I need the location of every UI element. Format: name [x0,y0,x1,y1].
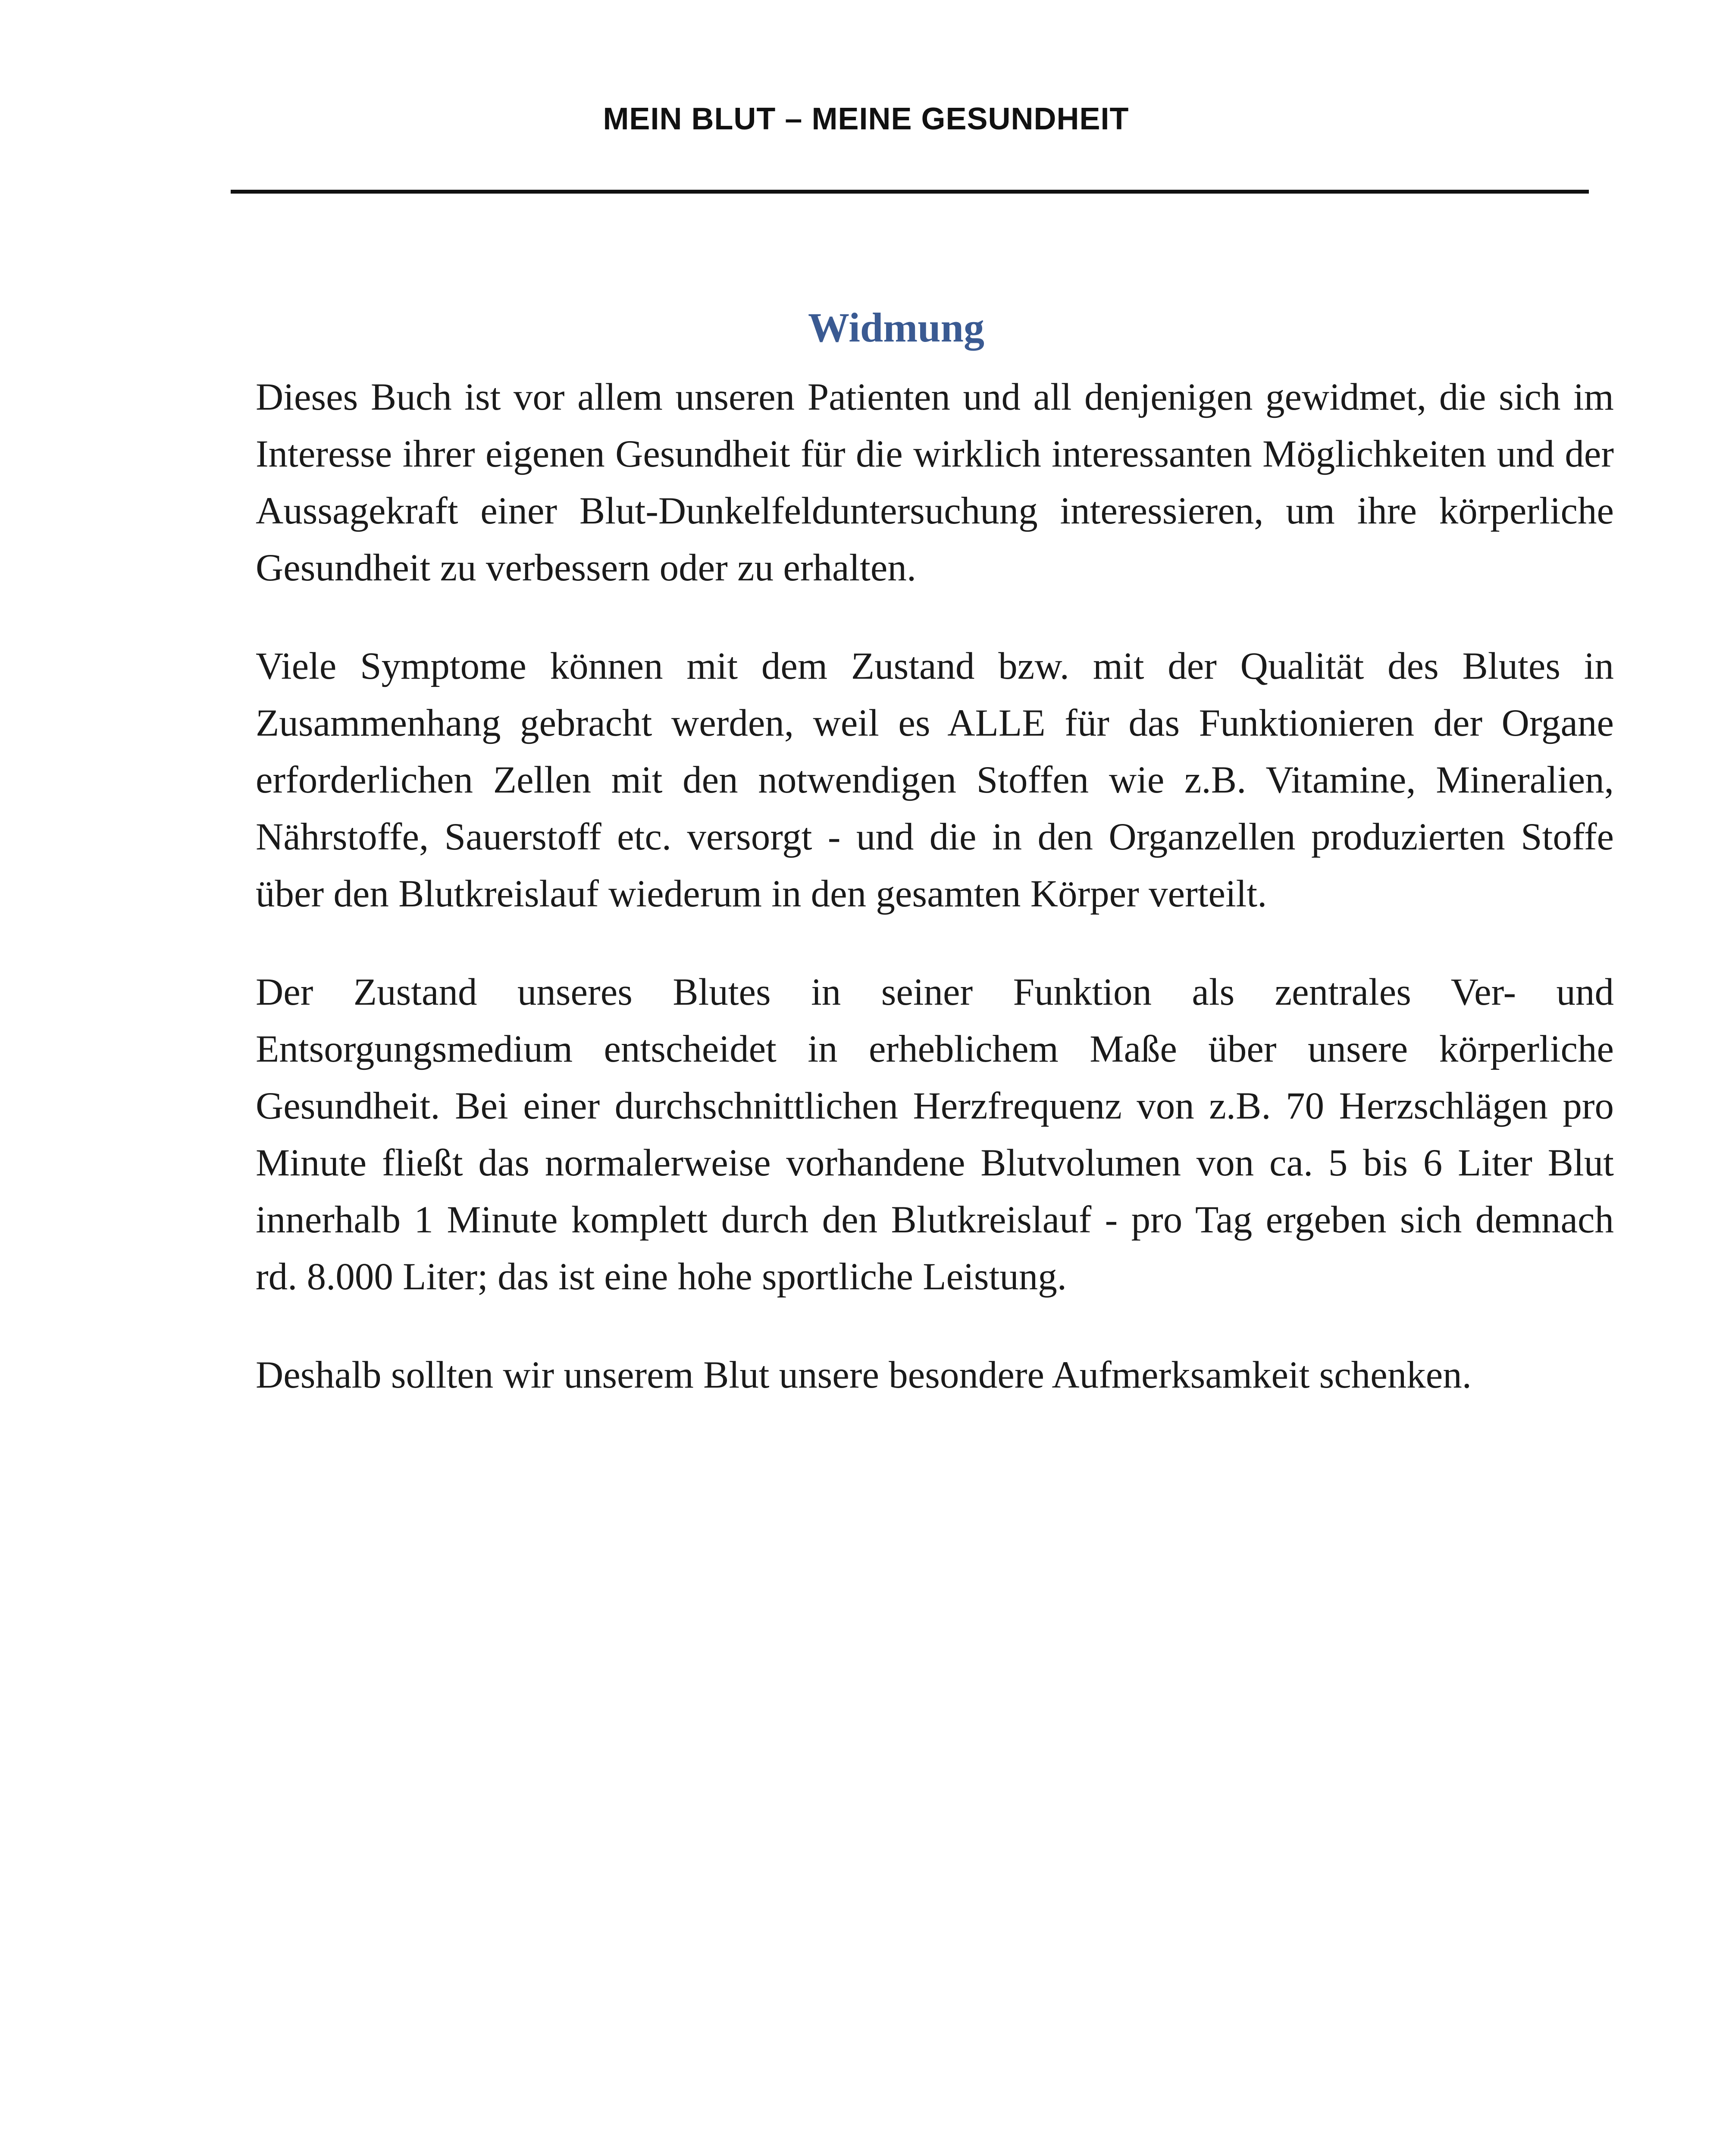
header-divider [231,190,1589,194]
paragraph-1: Dieses Buch ist vor allem unseren Patienten und all denjenigen gewidmet, die sich im Interesse ihrer eigenen Gesundheit für die wirklich interessanten Möglichkeiten und der Aussagekraft einer Blut-Dunkelfelduntersuchung interessieren, um ihre körperliche Gesundheit zu verbessern oder zu erhalten. [256,376,1614,589]
body-text [256,369,1614,1445]
section-title: Widmung [808,304,985,351]
paragraph-4: Deshalb sollten wir unserem Blut unsere besondere Aufmerksamkeit schenken. [256,1354,1472,1396]
running-header: MEIN BLUT – MEINE GESUNDHEIT [603,102,1129,136]
paragraph-2: Viele Symptome können mit dem Zustand bzw. mit der Qualität des Blutes in Zusammenhang gebracht werden, weil es ALLE für das Funktionieren der Organe erforderlichen Zellen mit den notwendigen Stoffen wie z.B. Vitamine, Mineralien, Nährstoffe, Sauerstoff etc. versorgt - und die in den Organzellen produzierten Stoffe über den Blutkreislauf wiederum in den gesamten Körper verteilt. [256,645,1614,915]
paragraph-3: Der Zustand unseres Blutes in seiner Funktion als zentrales Ver- und Entsorgungsmedium entscheidet in erheblichem Maße über unsere körperliche Gesundheit. Bei einer durchschnittlichen Herzfrequenz von z.B. 70 Herzschlägen pro Minute fließt das normalerweise vorhandene Blutvolumen von ca. 5 bis 6 Liter Blut innerhalb 1 Minute komplett durch den Blutkreislauf - pro Tag ergeben sich demnach rd. 8.000 Liter; das ist eine hohe sportliche Leistung. [256,971,1614,1298]
